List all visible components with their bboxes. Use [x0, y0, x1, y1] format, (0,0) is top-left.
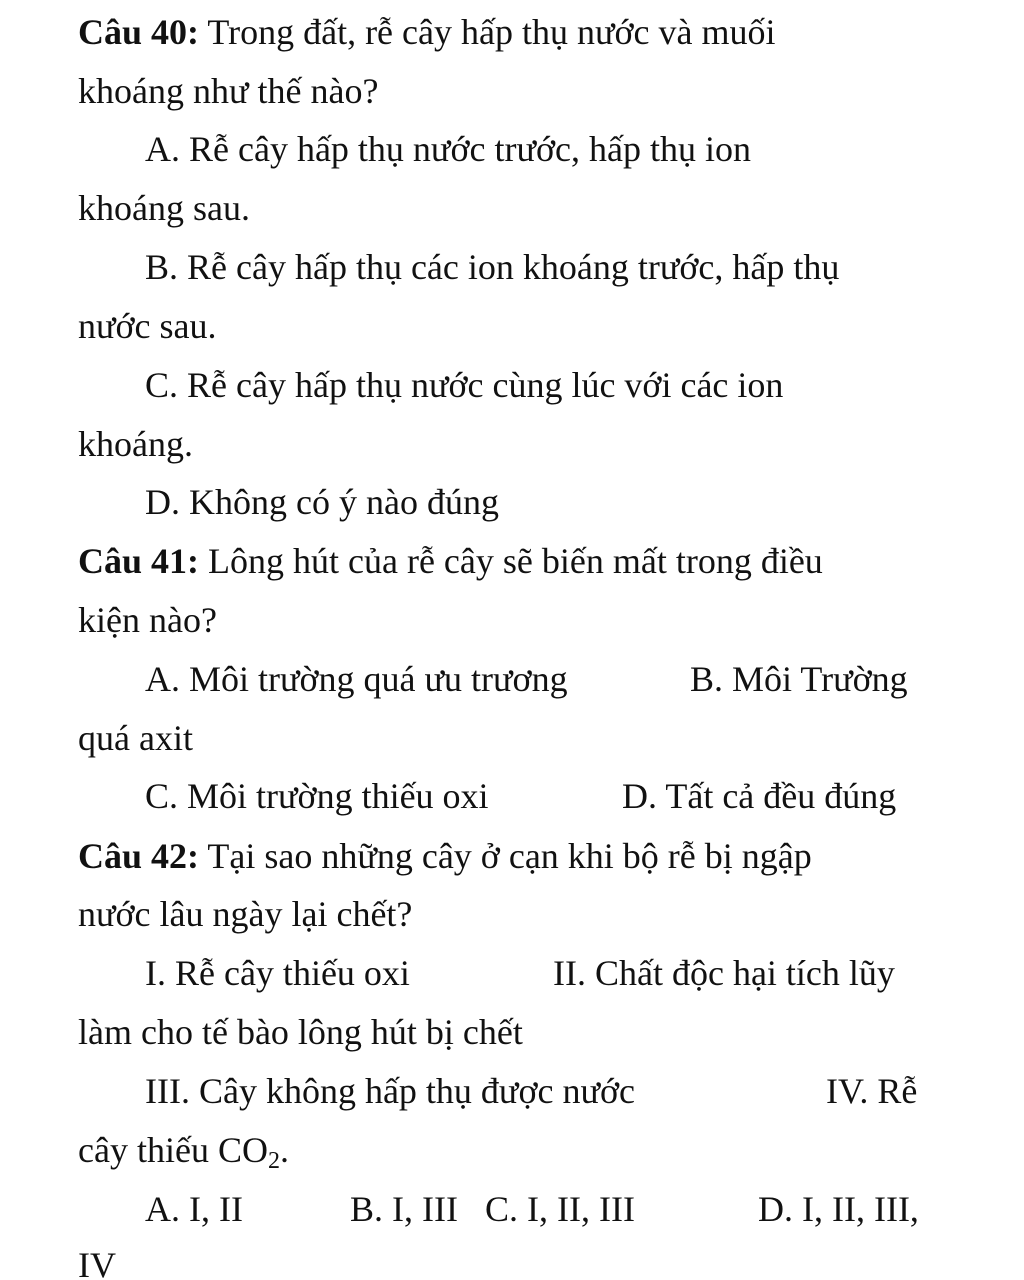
- q41-option-c: C. Môi trường thiếu oxi: [145, 776, 489, 816]
- q42-statement-4-cont: [78, 1130, 289, 1174]
- q42-option-b: B. I, III: [350, 1189, 458, 1229]
- q41-option-a: A. Môi trường quá ưu trương: [145, 659, 568, 699]
- q41-stem-text: Lông hút của rễ cây sẽ biến mất trong điều: [208, 541, 823, 581]
- q40-stem-line1: [78, 12, 775, 52]
- q40-option-b-cont: nước sau.: [78, 306, 217, 346]
- q41-stem-line1: [78, 541, 823, 581]
- q41-option-d: D. Tất cả đều đúng: [622, 776, 897, 816]
- q42-statement-1: I. Rễ cây thiếu oxi: [145, 953, 410, 993]
- q42-statement-3: III. Cây không hấp thụ được nước: [145, 1071, 635, 1111]
- q40-option-c-cont: khoáng.: [78, 424, 193, 464]
- q40-option-a-cont: khoáng sau.: [78, 188, 250, 228]
- q40-option-d: D. Không có ý nào đúng: [145, 482, 499, 522]
- q40-option-a: A. Rễ cây hấp thụ nước trước, hấp thụ ion: [145, 129, 751, 169]
- q40-number: Câu 40:: [78, 12, 200, 52]
- q41-stem-line2: kiện nào?: [78, 600, 217, 640]
- q42-option-d: D. I, II, III,: [758, 1189, 919, 1229]
- q42-s4-period: .: [279, 1130, 289, 1170]
- q42-number: Câu 42:: [78, 836, 200, 876]
- q41-option-b: B. Môi Trường: [690, 659, 908, 699]
- q41-number: Câu 41:: [78, 541, 200, 581]
- q42-statement-2: II. Chất độc hại tích lũy: [553, 953, 895, 993]
- q40-option-c: C. Rễ cây hấp thụ nước cùng lúc với các ion: [145, 365, 784, 405]
- q42-stem-line2: nước lâu ngày lại chết?: [78, 894, 413, 934]
- q42-option-c: C. I, II, III: [485, 1189, 635, 1229]
- q40-stem-text: Trong đất, rễ cây hấp thụ nước và muối: [207, 12, 776, 52]
- q42-option-a: A. I, II: [145, 1189, 243, 1229]
- q42-s4-subscript: 2: [267, 1148, 280, 1174]
- q40-stem-line2: khoáng như thế nào?: [78, 71, 379, 111]
- q42-statement-4: IV. Rễ: [826, 1071, 918, 1111]
- q42-stem-line1: [78, 836, 812, 876]
- q42-s4-text: cây thiếu CO: [78, 1130, 268, 1170]
- q42-option-d-cont: IV: [78, 1245, 116, 1280]
- q40-option-b: B. Rễ cây hấp thụ các ion khoáng trước, hấp thụ: [145, 247, 840, 287]
- q42-stem-text: Tại sao những cây ở cạn khi bộ rễ bị ngập: [207, 836, 812, 876]
- q41-option-b-cont: quá axit: [78, 718, 193, 758]
- q42-statement-2-cont: làm cho tế bào lông hút bị chết: [78, 1012, 523, 1052]
